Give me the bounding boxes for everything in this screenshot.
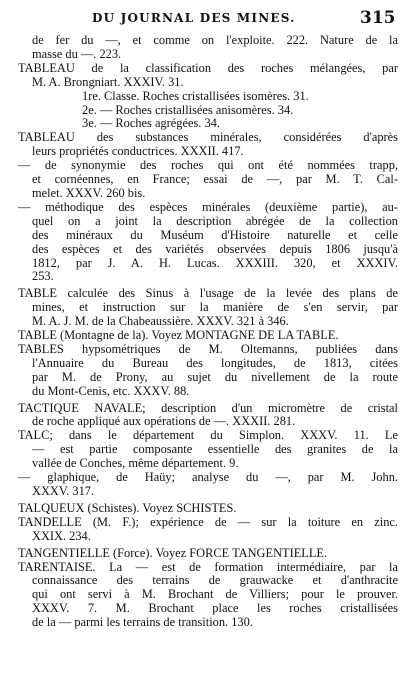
- index-entry-tactique-navale: [18, 402, 398, 430]
- entry-sub-line: 2e. — Roches cristallisées anisomères. 34.: [82, 103, 294, 117]
- entry-line: — glaphique, de Haüy; analyse du —, par M. John.: [18, 471, 398, 485]
- entry-line: quel on a joint la description abrégée de la collection: [32, 214, 398, 228]
- entry-line: XXXV. 317.: [32, 485, 95, 498]
- running-title: DU JOURNAL DES MINES.: [92, 11, 296, 25]
- index-entry-tableau-substances: [18, 131, 398, 159]
- entry-line: — méthodique des espèces minérales (deuxième partie), au-: [18, 200, 398, 214]
- entry-line: qui ont servi à M. Brochant de Villiers; pour le prouver.: [32, 588, 398, 602]
- index-entries: [18, 34, 398, 630]
- entry-line: M. A. Brongniart. XXXIV. 31.: [32, 75, 184, 89]
- entry-line: — de synonymie des roches qui ont été nommées trapp,: [18, 159, 398, 173]
- entry-line: TARENTAISE. La — est de formation intermédiaire, par la: [18, 560, 398, 574]
- index-entry-tangentielle: [18, 547, 398, 561]
- entry-line: XXXV. 7. M. Brochant place les roches cristallisées: [32, 602, 398, 616]
- page-number: 315: [360, 8, 396, 28]
- entry-line: TABLEAU des substances minérales, considérées d'après: [18, 131, 398, 145]
- entry-line: TABLEAU de la classification des roches mélangées, par: [18, 61, 398, 75]
- entry-sub-line: 1re. Classe. Roches cristallisées isomères. 31.: [82, 89, 309, 103]
- index-entry-talc-glaphique: [18, 471, 398, 499]
- entry-line: des espèces et des variétés observées depuis 1806 jusqu'à: [32, 242, 398, 256]
- entry-line: 1812, par J. A. H. Lucas. XXXIII. 320, et XXXIV.: [32, 256, 398, 270]
- entry-line: TABLE (Montagne de la). Voyez MONTAGNE DE LA TABLE.: [18, 329, 339, 343]
- entry-line: l'Annuaire du Bureau des longitudes, de 1813, citées: [32, 356, 398, 370]
- entry-line: XXIX. 234.: [32, 529, 91, 543]
- entry-line: TANGENTIELLE (Force). Voyez FORCE TANGENTIELLE.: [18, 546, 328, 560]
- index-entry-table-sinus: [18, 287, 398, 329]
- index-entry-talc: [18, 429, 398, 471]
- index-entry-tables-hypsometriques: [18, 343, 398, 399]
- entry-line: de la — parmi les terrains de transition. 130.: [32, 616, 253, 630]
- entry-line: et cornéennes, en France; essai de —, par M. T. Cal-: [32, 173, 398, 187]
- index-entry-tableau-classification: [18, 62, 398, 132]
- index-entry-tarentaise: [18, 561, 398, 631]
- index-entry-fer-masse: [18, 34, 398, 62]
- entry-line: des minéraux du Muséum d'Histoire naturelle et celle: [32, 228, 398, 242]
- index-entry-tandelle: [18, 516, 398, 544]
- index-entry-synonymie: [18, 159, 398, 201]
- entry-line: 253.: [32, 270, 54, 284]
- entry-line: TALQUEUX (Schistes). Voyez SCHISTES.: [18, 501, 237, 515]
- running-head: [0, 8, 414, 28]
- index-entry-table-montagne: [18, 329, 398, 343]
- entry-line: melet. XXXV. 260 bis.: [32, 186, 146, 200]
- entry-line: TALC; dans le département du Simplon. XXXV. 11. Le: [18, 429, 398, 443]
- index-entry-talqueux: [18, 502, 398, 516]
- index-entry-methodique: [18, 201, 398, 284]
- entry-line: TABLE calculée des Sinus à l'usage de la levée des plans de: [18, 287, 398, 301]
- entry-line: de fer du —, et comme on l'exploite. 222. Nature de la: [32, 34, 398, 47]
- entry-line: masse du —. 223.: [32, 47, 122, 61]
- entry-line: mines, et instruction sur la manière de s'en servir, par: [32, 301, 398, 315]
- entry-line: de roche appliqué aux opérations de —. XXXII. 281.: [32, 415, 296, 429]
- entry-line: TACTIQUE NAVALE; description d'un micromètre de cristal: [18, 401, 398, 415]
- entry-line: — est partie composante essentielle des granites de la: [32, 443, 398, 457]
- entry-line: TABLES hypsométriques de M. Oltemanns, publiées dans: [18, 342, 398, 356]
- entry-line: TANDELLE (M. F.); expérience de — sur la toiture en zinc.: [18, 515, 398, 529]
- entry-line: leurs propriétés conductrices. XXXII. 417.: [32, 145, 244, 159]
- entry-line: par M. de Prony, au sujet du nivellement de la route: [32, 370, 398, 384]
- entry-line: connaissance des terrains de grauwacke et d'anthracite: [32, 574, 398, 588]
- entry-sub-line: 3e. — Roches agrégées. 34.: [82, 117, 220, 131]
- entry-line: du Mont-Cenis, etc. XXXV. 88.: [32, 384, 190, 398]
- entry-line: vallée de Conches, même département. 9.: [32, 457, 239, 471]
- entry-line: M. A. J. M. de la Chabeaussière. XXXV. 321 à 346.: [32, 315, 289, 329]
